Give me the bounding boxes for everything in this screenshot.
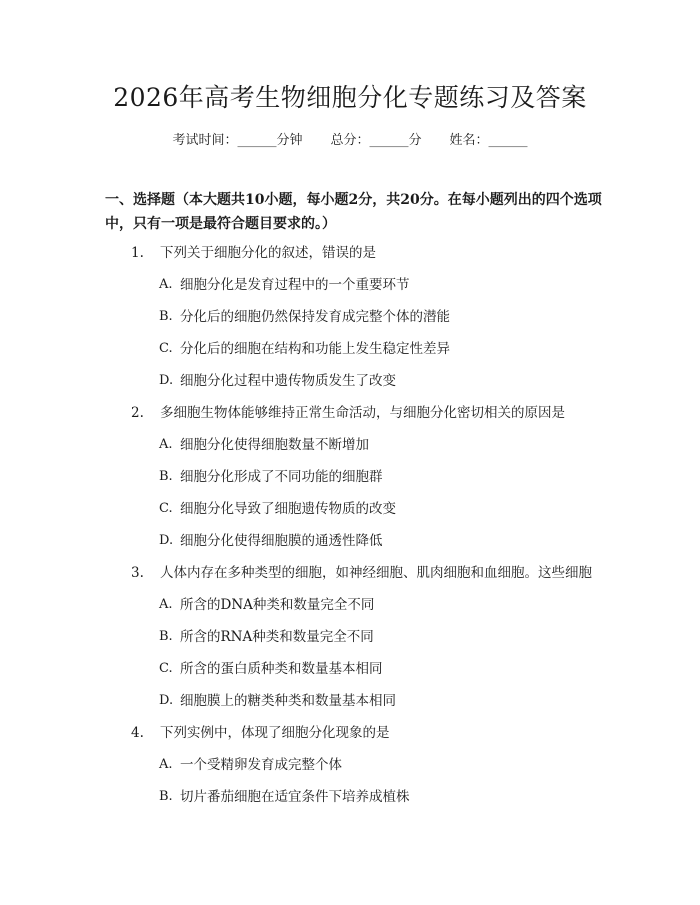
option-text: 切片番茄细胞在适宜条件下培养成植株: [180, 789, 410, 805]
question-number: 1.: [131, 245, 144, 261]
question-list: [0, 240, 700, 816]
option-letter: B.: [159, 309, 173, 324]
option-text: 细胞分化使得细胞膜的通透性降低: [180, 533, 383, 549]
option-a: [0, 432, 700, 464]
question-2: [0, 400, 700, 432]
question-1: [0, 240, 700, 272]
option-c: [0, 336, 700, 368]
student-name-field: 姓名：______: [449, 133, 528, 148]
option-text: 细胞分化形成了不同功能的细胞群: [180, 469, 383, 485]
question-4: [0, 720, 700, 752]
option-a: [0, 272, 700, 304]
option-text: 细胞分化使得细胞数量不断增加: [180, 437, 369, 453]
option-text: 所含的DNA种类和数量完全不同: [180, 597, 375, 613]
option-d: [0, 368, 700, 400]
question-number: 2.: [131, 405, 144, 421]
question-stem: 下列实例中，体现了细胞分化现象的是: [160, 725, 390, 741]
option-letter: D.: [159, 693, 174, 708]
question-number: 4.: [131, 725, 144, 741]
question-stem: 人体内存在多种类型的细胞，如神经细胞、肌肉细胞和血细胞。这些细胞: [160, 565, 592, 581]
option-a: [0, 592, 700, 624]
option-letter: D.: [159, 373, 174, 388]
exam-meta: [0, 130, 700, 152]
question-number: 3.: [131, 565, 144, 581]
option-text: 分化后的细胞在结构和功能上发生稳定性差异: [180, 341, 450, 357]
option-c: [0, 496, 700, 528]
option-text: 所含的蛋白质种类和数量基本相同: [180, 661, 383, 677]
exam-time-field: 考试时间：______分钟: [172, 133, 303, 148]
option-text: 细胞膜上的糖类种类和数量基本相同: [180, 693, 396, 709]
option-b: [0, 304, 700, 336]
option-d: [0, 528, 700, 560]
option-letter: B.: [159, 469, 173, 484]
option-letter: C.: [159, 341, 173, 356]
option-text: 所含的RNA种类和数量完全不同: [180, 629, 374, 645]
section-heading: 一、选择题（本大题共10小题，每小题2分，共20分。在每小题列出的四个选项中，只有一项是最符合题目要求的。）: [105, 192, 602, 232]
option-d: [0, 688, 700, 720]
option-text: 细胞分化是发育过程中的一个重要环节: [180, 277, 410, 293]
option-b: [0, 784, 700, 816]
option-text: 细胞分化导致了细胞遗传物质的改变: [180, 501, 396, 517]
option-letter: A.: [159, 757, 173, 772]
option-letter: B.: [159, 789, 173, 804]
option-text: 一个受精卵发育成完整个体: [180, 757, 342, 773]
page-title: 2026年高考生物细胞分化专题练习及答案: [113, 83, 587, 112]
option-letter: D.: [159, 533, 174, 548]
total-score-field: 总分：______分: [330, 133, 422, 148]
option-a: [0, 752, 700, 784]
question-stem: 多细胞生物体能够维持正常生命活动，与细胞分化密切相关的原因是: [160, 405, 565, 421]
question-3: [0, 560, 700, 592]
option-letter: C.: [159, 501, 173, 516]
option-letter: C.: [159, 661, 173, 676]
option-letter: A.: [159, 277, 173, 292]
option-b: [0, 624, 700, 656]
option-b: [0, 464, 700, 496]
option-letter: A.: [159, 437, 173, 452]
option-text: 细胞分化过程中遗传物质发生了改变: [180, 373, 396, 389]
option-letter: B.: [159, 629, 173, 644]
question-stem: 下列关于细胞分化的叙述，错误的是: [160, 245, 376, 261]
option-text: 分化后的细胞仍然保持发育成完整个体的潜能: [180, 309, 450, 325]
option-letter: A.: [159, 597, 173, 612]
option-c: [0, 656, 700, 688]
